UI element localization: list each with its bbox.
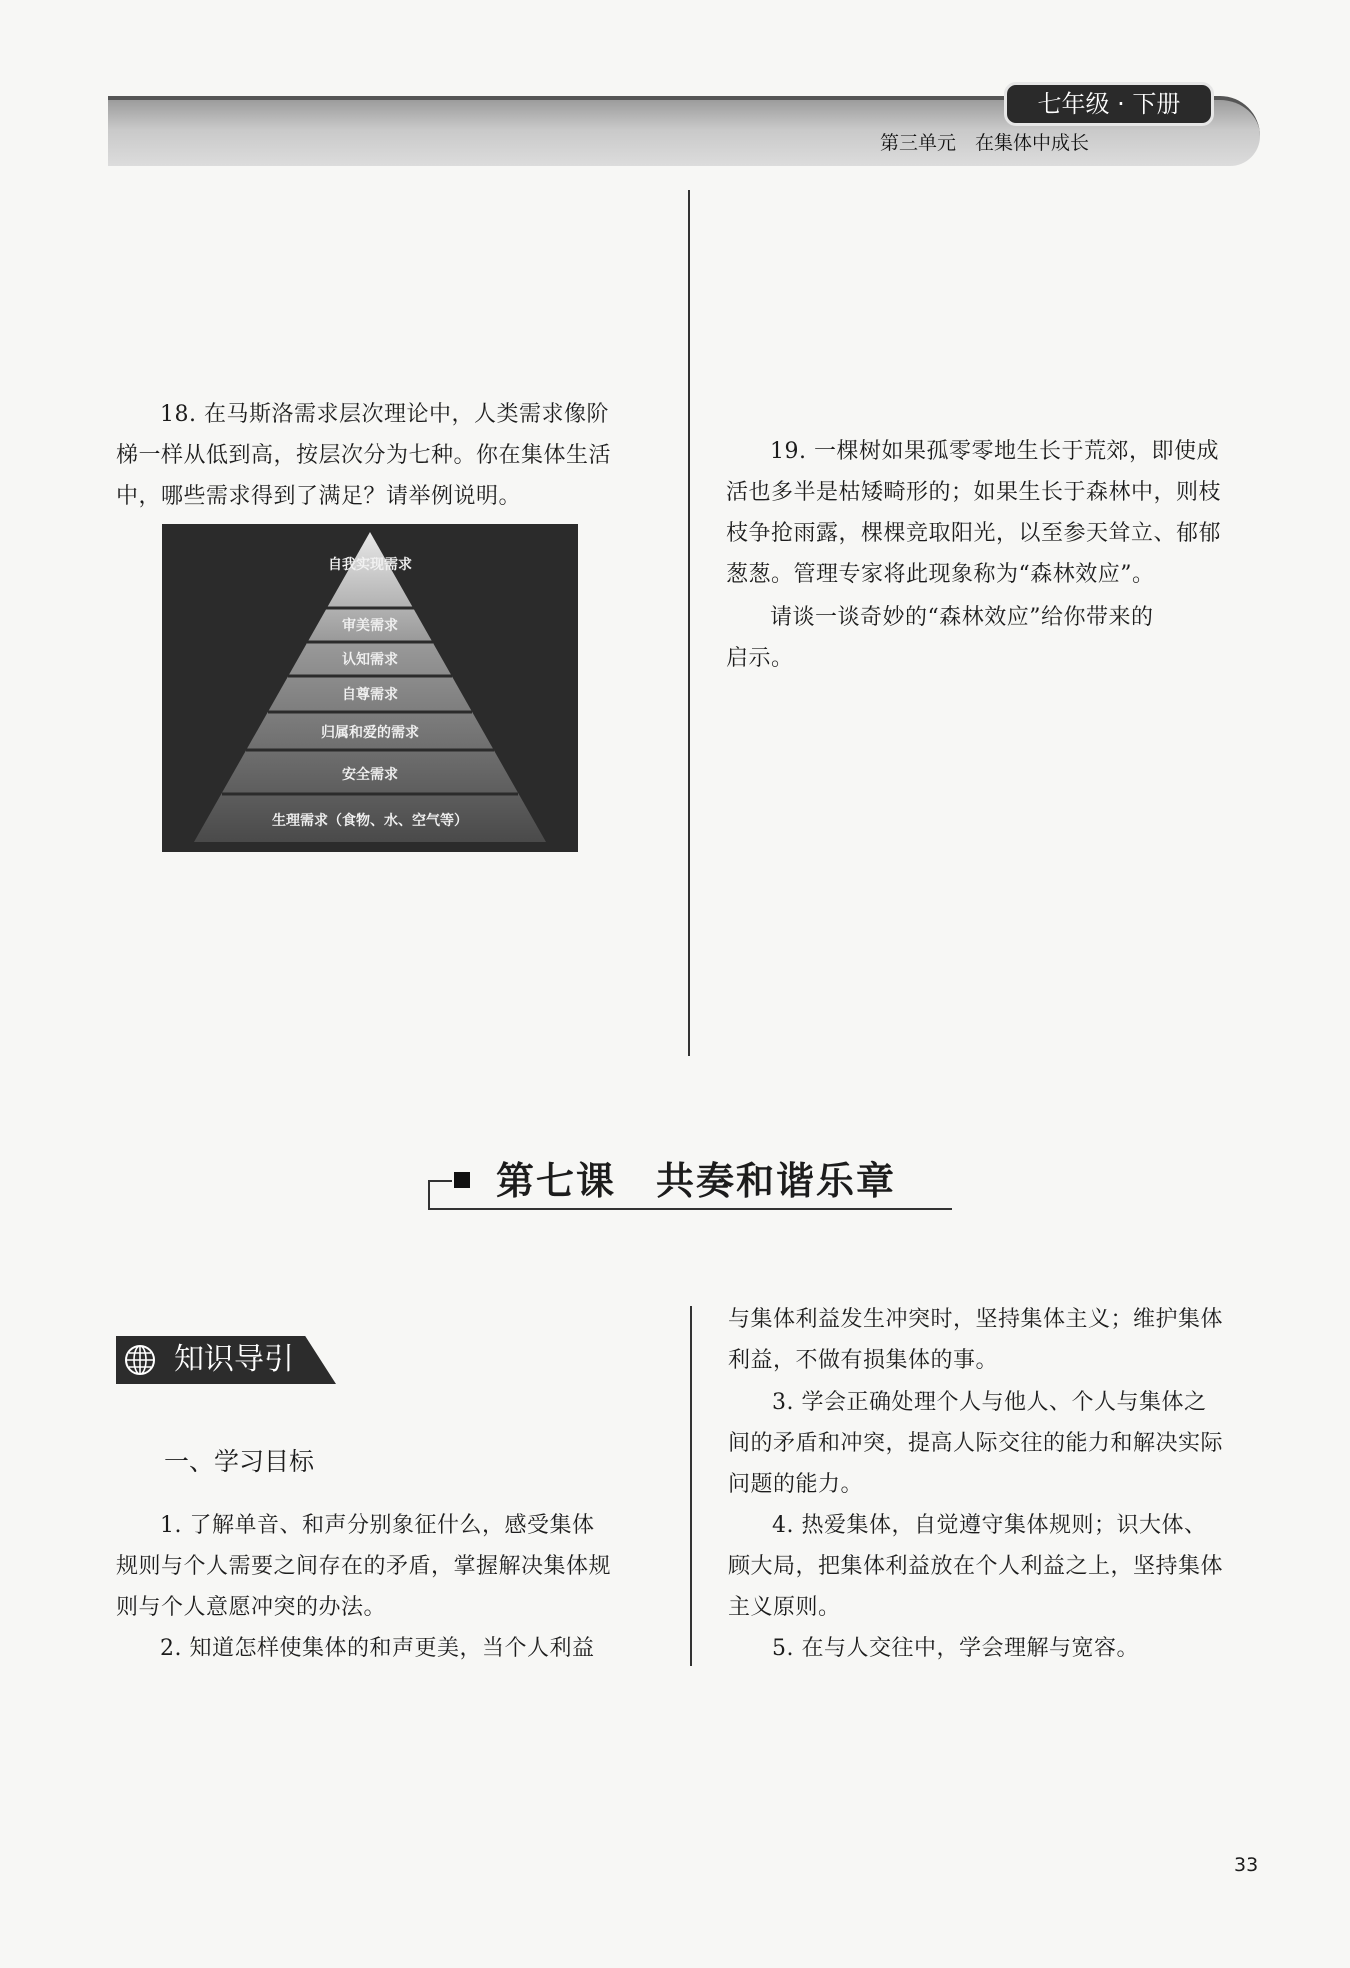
question-19-line: 请谈一谈奇妙的“森林效应”给你带来的 — [770, 605, 1154, 630]
question-19-line: 活也多半是枯矮畸形的；如果生长于森林中，则枝 — [726, 480, 1222, 505]
learning-goals-heading: 一、学习目标 — [164, 1447, 315, 1476]
question-18-line: 18. 在马斯洛需求层次理论中，人类需求像阶 — [160, 402, 609, 427]
pyramid-level-label: 自我实现需求 — [328, 557, 412, 573]
goal-line: 与集体利益发生冲突时，坚持集体主义；维护集体 — [728, 1307, 1224, 1332]
title-square-icon — [454, 1172, 470, 1188]
knowledge-guide-label — [116, 1336, 336, 1384]
maslow-pyramid-figure — [162, 524, 578, 852]
page-number: 33 — [1234, 1854, 1259, 1876]
goal-line: 1. 了解单音、和声分别象征什么，感受集体 — [160, 1513, 595, 1538]
pyramid-level-label: 审美需求 — [342, 618, 398, 634]
pyramid-level-label: 自尊需求 — [342, 687, 398, 703]
question-19-line: 葱葱。管理专家将此现象称为“森林效应”。 — [726, 562, 1155, 587]
pyramid-level-label: 归属和爱的需求 — [321, 725, 419, 741]
lesson-title-text: 第七课 共奏和谐乐章 — [496, 1158, 897, 1203]
goal-line: 3. 学会正确处理个人与他人、个人与集体之 — [772, 1390, 1207, 1415]
goal-line: 规则与个人需要之间存在的矛盾，掌握解决集体规 — [116, 1554, 612, 1579]
column-divider-top — [688, 190, 690, 1056]
goal-line: 问题的能力。 — [728, 1472, 864, 1497]
knowledge-guide-text: 知识导引 — [174, 1342, 294, 1377]
question-19-line: 19. 一棵树如果孤零零地生长于荒郊，即使成 — [770, 439, 1219, 464]
lesson-title — [428, 1146, 952, 1210]
pyramid-level-label: 安全需求 — [342, 767, 398, 783]
goal-line: 间的矛盾和冲突，提高人际交往的能力和解决实际 — [728, 1431, 1224, 1456]
title-underline — [428, 1208, 952, 1210]
question-18-line: 中，哪些需求得到了满足？请举例说明。 — [116, 484, 522, 509]
grade-tab: 七年级 · 下册 — [1004, 82, 1214, 126]
goal-line: 主义原则。 — [728, 1595, 841, 1620]
pyramid-level-label: 认知需求 — [342, 652, 398, 668]
goal-line: 则与个人意愿冲突的办法。 — [116, 1595, 387, 1620]
maslow-pyramid — [162, 524, 578, 852]
pyramid-level-label: 生理需求（食物、水、空气等） — [272, 813, 468, 829]
question-19-line: 启示。 — [726, 646, 794, 671]
unit-title: 第三单元 在集体中成长 — [880, 132, 1090, 154]
question-18-line: 梯一样从低到高，按层次分为七种。你在集体生活 — [116, 443, 612, 468]
goal-line: 4. 热爱集体，自觉遵守集体规则；识大体、 — [772, 1513, 1207, 1538]
goal-line: 5. 在与人交往中，学会理解与宽容。 — [772, 1636, 1139, 1661]
goal-line: 顾大局，把集体利益放在个人利益之上，坚持集体 — [728, 1554, 1224, 1579]
question-19-line: 枝争抢雨露，棵棵竞取阳光，以至参天耸立、郁郁 — [726, 521, 1222, 546]
globe-icon — [124, 1344, 156, 1376]
goal-line: 2. 知道怎样使集体的和声更美，当个人利益 — [160, 1636, 595, 1661]
title-bracket — [428, 1180, 452, 1210]
goal-line: 利益，不做有损集体的事。 — [728, 1348, 999, 1373]
column-divider-bottom — [690, 1306, 692, 1666]
